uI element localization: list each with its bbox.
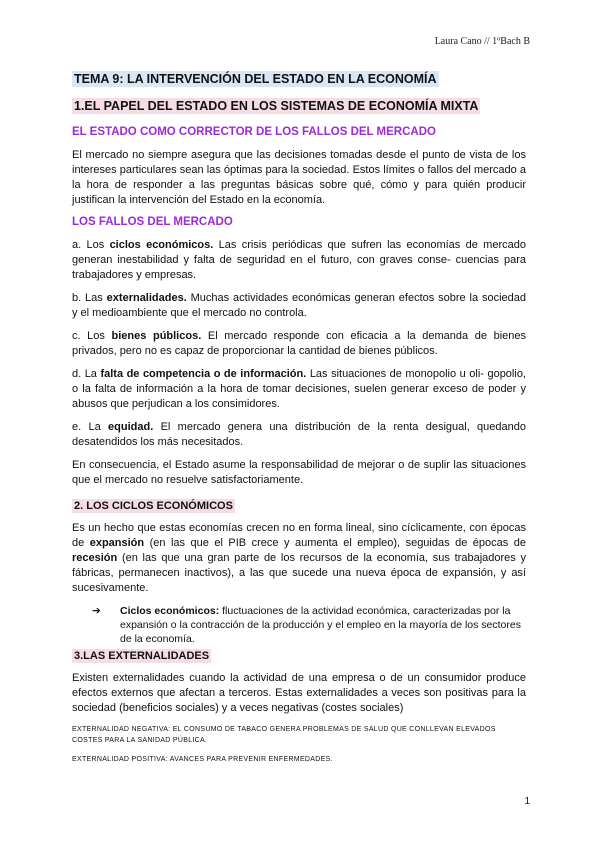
section3-para: Existen externalidades cuando la actividad de una empresa o de un consumidor produce efectos externos que afectan a terceros. Estas externalidades a veces son positivas para la sociedad (beneficios sociales) y a veces negativas (costes sociales) — [72, 672, 526, 714]
term-expansion: expansión — [89, 537, 145, 549]
term-recesion: recesión — [72, 552, 118, 564]
fallo-item-e: e. La equidad. El mercado genera una distribución de la renta desigual, quedando desatendidos los más necesitados. — [72, 421, 526, 448]
arrow-icon: ➔ — [92, 605, 101, 617]
bullet-term: Ciclos económicos: — [120, 605, 220, 617]
fallo-item-a: a. Los ciclos económicos. Las crisis periódicas que sufren las economías de mercado generan inestabilidad y falta de seguridad en el futuro, con graves conse- cuencias para trabajadores y empresas. — [72, 239, 526, 281]
page-content — [72, 70, 526, 773]
section1-conclusion: En consecuencia, el Estado asume la responsabilidad de mejorar o de suplir las situaciones que el mercado no resuelve satisfactoriamente. — [72, 459, 526, 486]
fallo-term-d: falta de competencia o de información. — [100, 368, 307, 380]
page-number: 1 — [524, 796, 530, 807]
fallo-term-c: bienes públicos. — [111, 330, 202, 342]
section1-para1: El mercado no siempre asegura que las decisiones tomadas desde el punto de vista de los intereses particulares sean las óptimas para la sociedad. Estos límites o fallos del mercado a la hora de responder a las preguntas básicas sobre qué, cómo y para quién producir justifican la intervención del Estado en la economía. — [72, 149, 526, 206]
section3-heading: 3.LAS EXTERNALIDADES — [74, 650, 210, 662]
section1-sub2: LOS FALLOS DEL MERCADO — [72, 216, 233, 228]
fallo-term-b: externalidades. — [106, 292, 187, 304]
section2-heading: 2. LOS CICLOS ECONÓMICOS — [74, 500, 233, 512]
page-title: TEMA 9: LA INTERVENCIÓN DEL ESTADO EN LA ECONOMÍA — [74, 72, 437, 86]
section2-para: Es un hecho que estas economías crecen no en forma lineal, sino cíclicamente, con épocas de expansión (en las que el PIB crece y aumenta el empleo), seguidas de épocas de recesión (en las que una gran parte de los recursos de la economía, sus trabajadores y fábricas, permanecen inactivos), a las que sucede una nueva época de expansión, y así sucesivamente. — [72, 522, 526, 594]
fallo-term-e: equidad. — [108, 421, 154, 433]
section1-sub1: EL ESTADO COMO CORRECTOR DE LOS FALLOS DEL MERCADO — [72, 126, 436, 138]
externality-negative: EXTERNALIDAD NEGATIVA: EL CONSUMO DE TABACO GENERA PROBLEMAS DE SALUD QUE CONLLEVAN ELEVADOS COSTES PARA LA SANIDAD PÚBLICA. — [72, 726, 496, 744]
section2-bullet: ➔ Ciclos económicos: fluctuaciones de la actividad económica, caracterizadas por la expansión o la contracción de la producción y el empleo en la mayoría de los sectores de la economía. — [92, 605, 521, 645]
fallo-item-d: d. La falta de competencia o de información. Las situaciones de monopolio u oli- gopolio, o la falta de información a la hora de tomar decisiones, suelen generar exceso de poder y abusos que perjudican a los consimidores. — [72, 368, 526, 410]
fallo-term-a: ciclos económicos. — [109, 239, 214, 251]
fallo-item-b: b. Las externalidades. Muchas actividades económicas generan efectos sobre la sociedad y el medioambiente que el mercado no controla. — [72, 292, 526, 319]
section1-heading: 1.EL PAPEL DEL ESTADO EN LOS SISTEMAS DE ECONOMÍA MIXTA — [74, 99, 479, 113]
fallo-item-c: c. Los bienes públicos. El mercado responde con eficacia a la demanda de bienes privados, pero no es capaz de proporcionar la cantidad de bienes públicos. — [72, 330, 527, 357]
externality-positive: EXTERNALIDAD POSITIVA: AVANCES PARA PREVENIR ENFERMEDADES. — [72, 756, 333, 763]
header-author: Laura Cano // 1ºBach B — [434, 36, 530, 47]
